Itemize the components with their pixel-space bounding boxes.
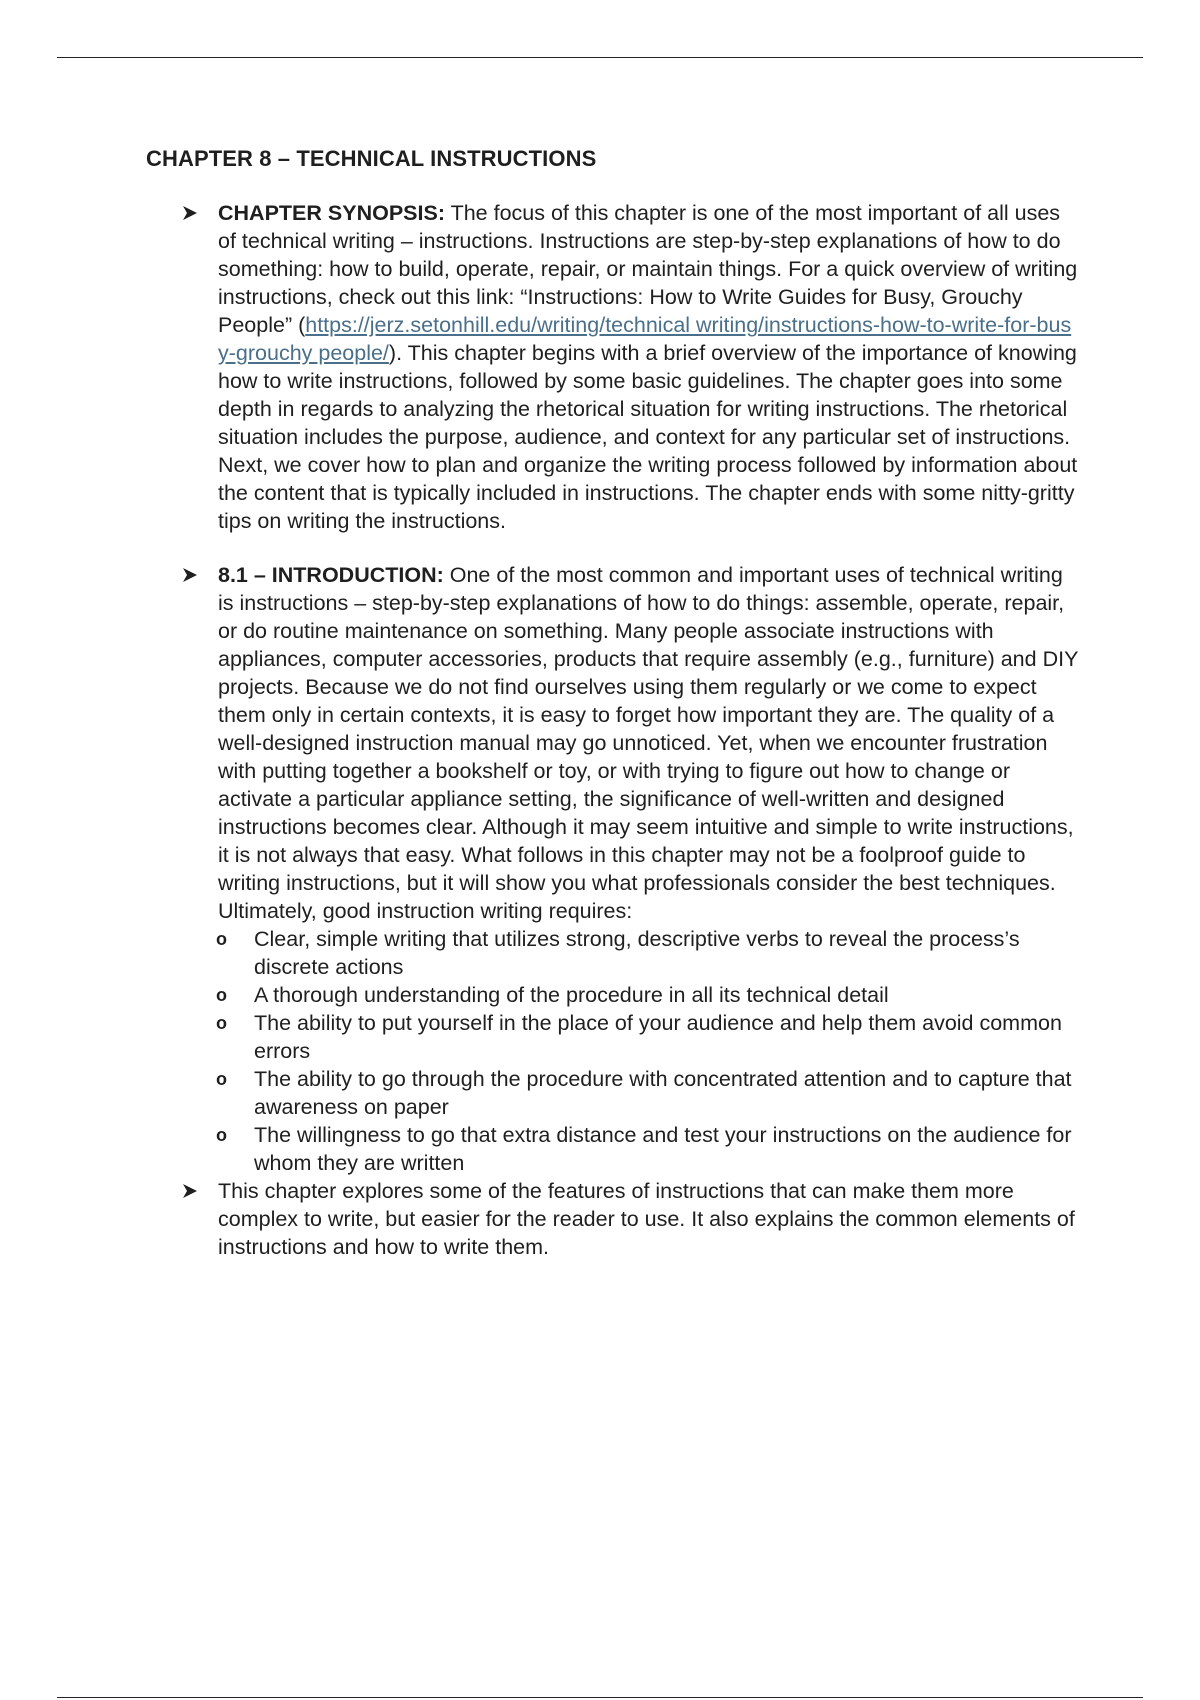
synopsis-text-continued: ). This chapter begins with a brief overview of the importance of knowing how to write instructions, followed by some basic guidelines. The chapter goes into some depth in regards to analyzing the rhetorical situation for writing instructions. The rhetorical situation includes the purpose, audience, and context for any particular set of instructions. Next, we cover how to plan and organize the writing process followed by information about the content that is typically included in instructions. The chapter ends with some nitty-gritty tips on writing the instructions. <box>218 341 1078 533</box>
requirement-text: Clear, simple writing that utilizes strong, descriptive verbs to reveal the process’s discrete actions <box>254 927 1020 979</box>
closing-item <box>181 1177 1081 1261</box>
synopsis-item <box>181 199 1081 535</box>
introduction-heading: 8.1 – INTRODUCTION: <box>218 563 444 587</box>
list-item <box>181 925 1081 981</box>
arrow-bullet-icon <box>181 566 199 584</box>
closing-text: This chapter explores some of the features of instructions that can make them more complex to write, but easier for the reader to use. It also explains the common elements of instructions and how to write them. <box>218 1179 1075 1259</box>
circle-bullet-icon: o <box>216 929 227 949</box>
circle-bullet-icon: o <box>216 985 227 1005</box>
arrow-bullet-icon <box>181 204 199 222</box>
requirement-text: The ability to go through the procedure with concentrated attention and to capture that awareness on paper <box>254 1067 1072 1119</box>
synopsis-heading: CHAPTER SYNOPSIS: <box>218 201 445 225</box>
list-item <box>181 1121 1081 1177</box>
top-rule <box>57 57 1143 58</box>
list-item <box>181 1065 1081 1121</box>
requirements-list <box>181 925 1081 1177</box>
introduction-item <box>181 561 1081 925</box>
synopsis-text: The focus of this chapter is one of the most important of all uses of technical writing – instructions. Instructions are step-by-step explanations of how to do something: how to build, operate, repair, or maintain things. For a quick overview of writing instructions, check out this link: “Instructions: How to Write Guides for Busy, Grouchy People” ( <box>218 201 1078 337</box>
list-item <box>181 981 1081 1009</box>
circle-bullet-icon: o <box>216 1125 227 1145</box>
list-item <box>181 1009 1081 1065</box>
chapter-title: CHAPTER 8 – TECHNICAL INSTRUCTIONS <box>146 146 597 171</box>
circle-bullet-icon: o <box>216 1069 227 1089</box>
jerz-instructions-link[interactable]: https://jerz.setonhill.edu/writing/technical writing/instructions-how-to-write-for-busy-grouchy people/ <box>218 313 1072 365</box>
circle-bullet-icon: o <box>216 1013 227 1033</box>
chapter-content <box>181 199 1081 1261</box>
introduction-text: One of the most common and important uses of technical writing is instructions – step-by-step explanations of how to do things: assemble, operate, repair, or do routine maintenance on something. Many people associate instructions with appliances, computer accessories, products that require assembly (e.g., furniture) and DIY projects. Because we do not find ourselves using them regularly or we come to expect them only in certain contexts, it is easy to forget how important they are. The quality of a well-designed instruction manual may go unnoticed. Yet, when we encounter frustration with putting together a bookshelf or toy, or with trying to figure out how to change or activate a particular appliance setting, the significance of well-written and designed instructions becomes clear. Although it may seem intuitive and simple to write instructions, it is not always that easy. What follows in this chapter may not be a foolproof guide to writing instructions, but it will show you what professionals consider the best techniques. Ultimately, good instruction writing requires: <box>218 563 1079 923</box>
requirement-text: The willingness to go that extra distance and test your instructions on the audience for whom they are written <box>254 1123 1072 1175</box>
arrow-bullet-icon <box>181 1182 199 1200</box>
requirement-text: A thorough understanding of the procedure in all its technical detail <box>254 983 889 1007</box>
bottom-rule <box>57 1697 1143 1698</box>
requirement-text: The ability to put yourself in the place of your audience and help them avoid common errors <box>254 1011 1062 1063</box>
